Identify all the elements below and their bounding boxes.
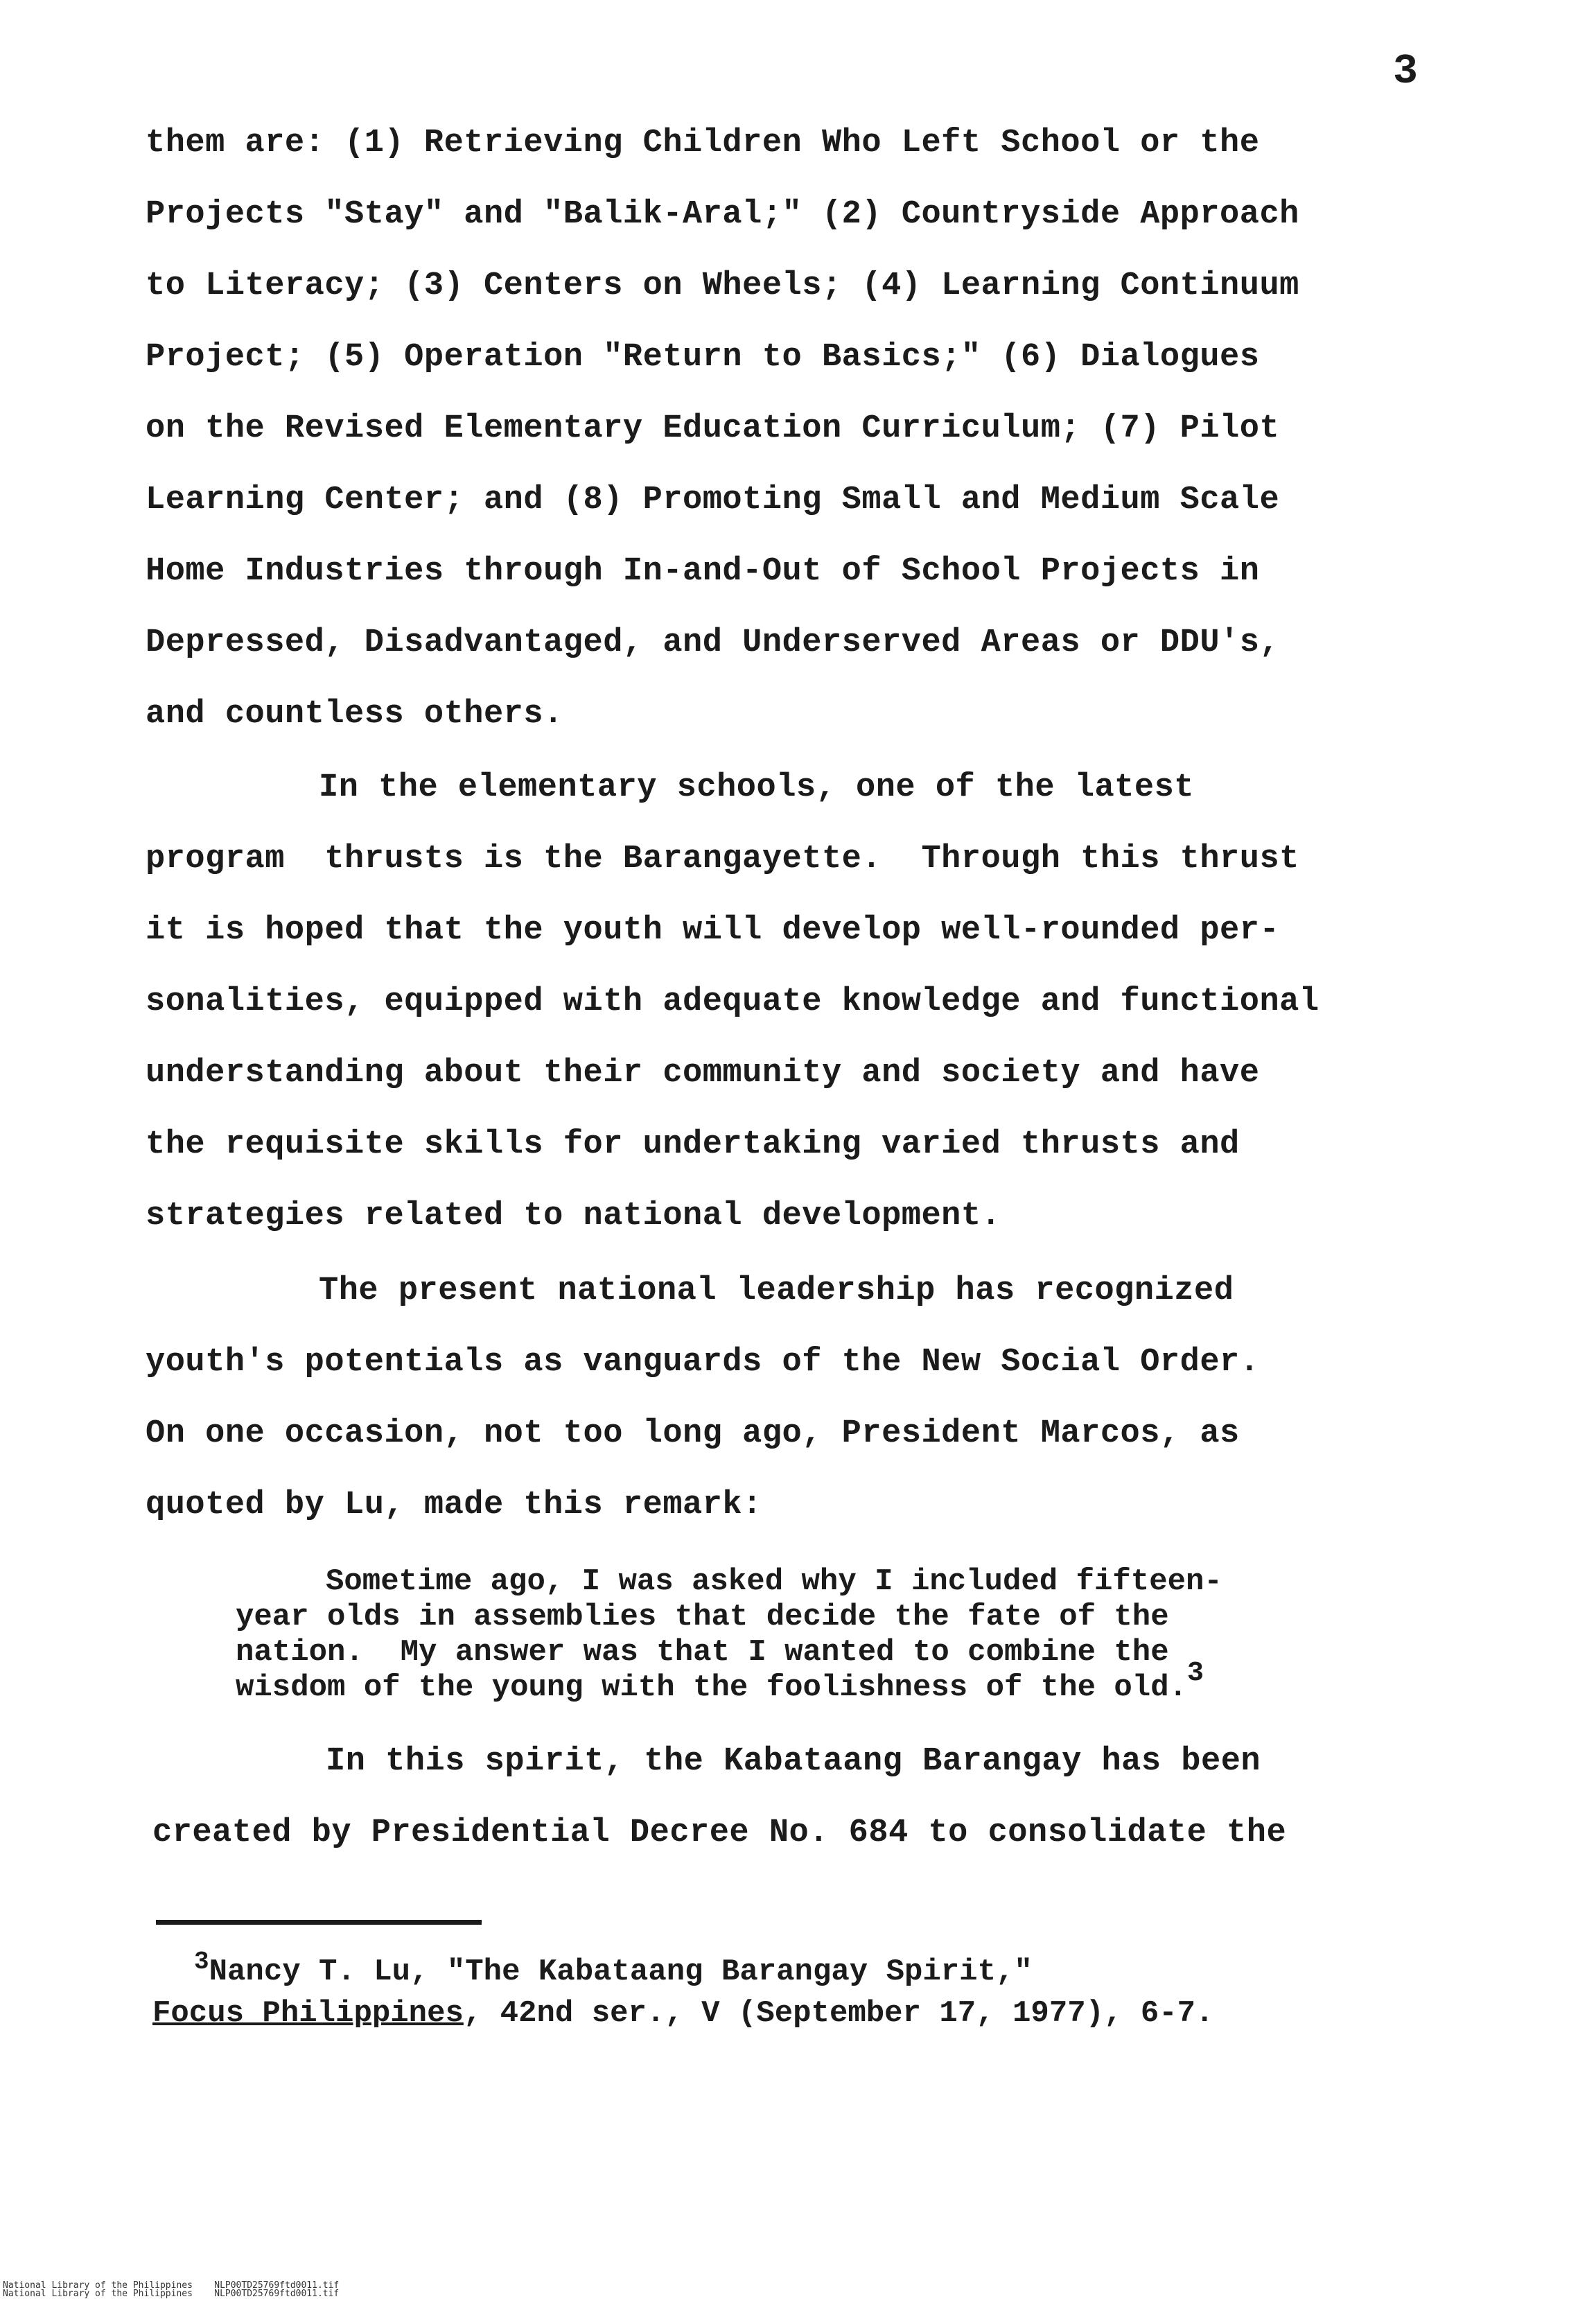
text-line: In the elementary schools, one of the latest [319, 769, 1195, 806]
quote-line: Sometime ago, I was asked why I included fifteen- [326, 1564, 1222, 1599]
text-line: created by Presidential Decree No. 684 to consolidate the [152, 1815, 1287, 1851]
page-number: 3 [1393, 49, 1419, 96]
footnote-source-title: Focus Philippines [152, 1996, 464, 2031]
text-line: understanding about their community and society and have [146, 1055, 1260, 1092]
text-line: sonalities, equipped with adequate knowledge and functional [146, 984, 1319, 1020]
footnote-line-1 [194, 1948, 1033, 1989]
text-line: Learning Center; and (8) Promoting Small and Medium Scale [146, 482, 1280, 518]
text-line: them are: (1) Retrieving Children Who Left School or the [146, 125, 1260, 161]
text-line: strategies related to national development. [146, 1198, 1001, 1234]
text-line: on the Revised Elementary Education Curriculum; (7) Pilot [146, 410, 1280, 447]
quote-line: nation. My answer was that I wanted to combine the [236, 1635, 1169, 1670]
footnote-citation: Nancy T. Lu, "The Kabataang Barangay Spirit," [209, 1955, 1033, 1989]
footnote-line-2 [152, 1996, 1213, 2031]
text-line: it is hoped that the youth will develop well-rounded per- [146, 912, 1280, 949]
footnote-details: , 42nd ser., V (September 17, 1977), 6-7. [463, 1996, 1214, 2031]
text-line: The present national leadership has recognized [319, 1273, 1234, 1309]
text-line: Home Industries through In-and-Out of School Projects in [146, 553, 1260, 590]
text-line: program thrusts is the Barangayette. Through this thrust [146, 841, 1299, 877]
footnote-marker: 3 [194, 1948, 209, 1976]
text-line: Project; (5) Operation "Return to Basics;" (6) Dialogues [146, 339, 1260, 376]
quote-line: year olds in assemblies that decide the fate of the [236, 1600, 1169, 1634]
text-line: to Literacy; (3) Centers on Wheels; (4) Learning Continuum [146, 268, 1299, 304]
quote-line [236, 1658, 1204, 1705]
footnote-divider [156, 1920, 482, 1925]
text-line: the requisite skills for undertaking varied thrusts and [146, 1126, 1240, 1163]
quote-line-text: wisdom of the young with the foolishness of the old. [236, 1670, 1188, 1705]
text-line: Depressed, Disadvantaged, and Underserved Areas or DDU's, [146, 624, 1280, 661]
text-line: In this spirit, the Kabataang Barangay has been [326, 1743, 1261, 1780]
text-line: youth's potentials as vanguards of the New Social Order. [146, 1344, 1260, 1381]
footnote-reference: 3 [1187, 1658, 1204, 1689]
text-line: On one occasion, not too long ago, President Marcos, as [146, 1415, 1240, 1452]
archive-stamp: National Library of the Philippines NLP00TD25769ftd0011.tif [3, 2280, 340, 2291]
text-line: quoted by Lu, made this remark: [146, 1487, 762, 1523]
text-line: Projects "Stay" and "Balik-Aral;" (2) Countryside Approach [146, 196, 1299, 233]
archive-stamp: National Library of the Philippines NLP00TD25769ftd0011.tif [3, 2289, 340, 2299]
text-line: and countless others. [146, 696, 563, 733]
